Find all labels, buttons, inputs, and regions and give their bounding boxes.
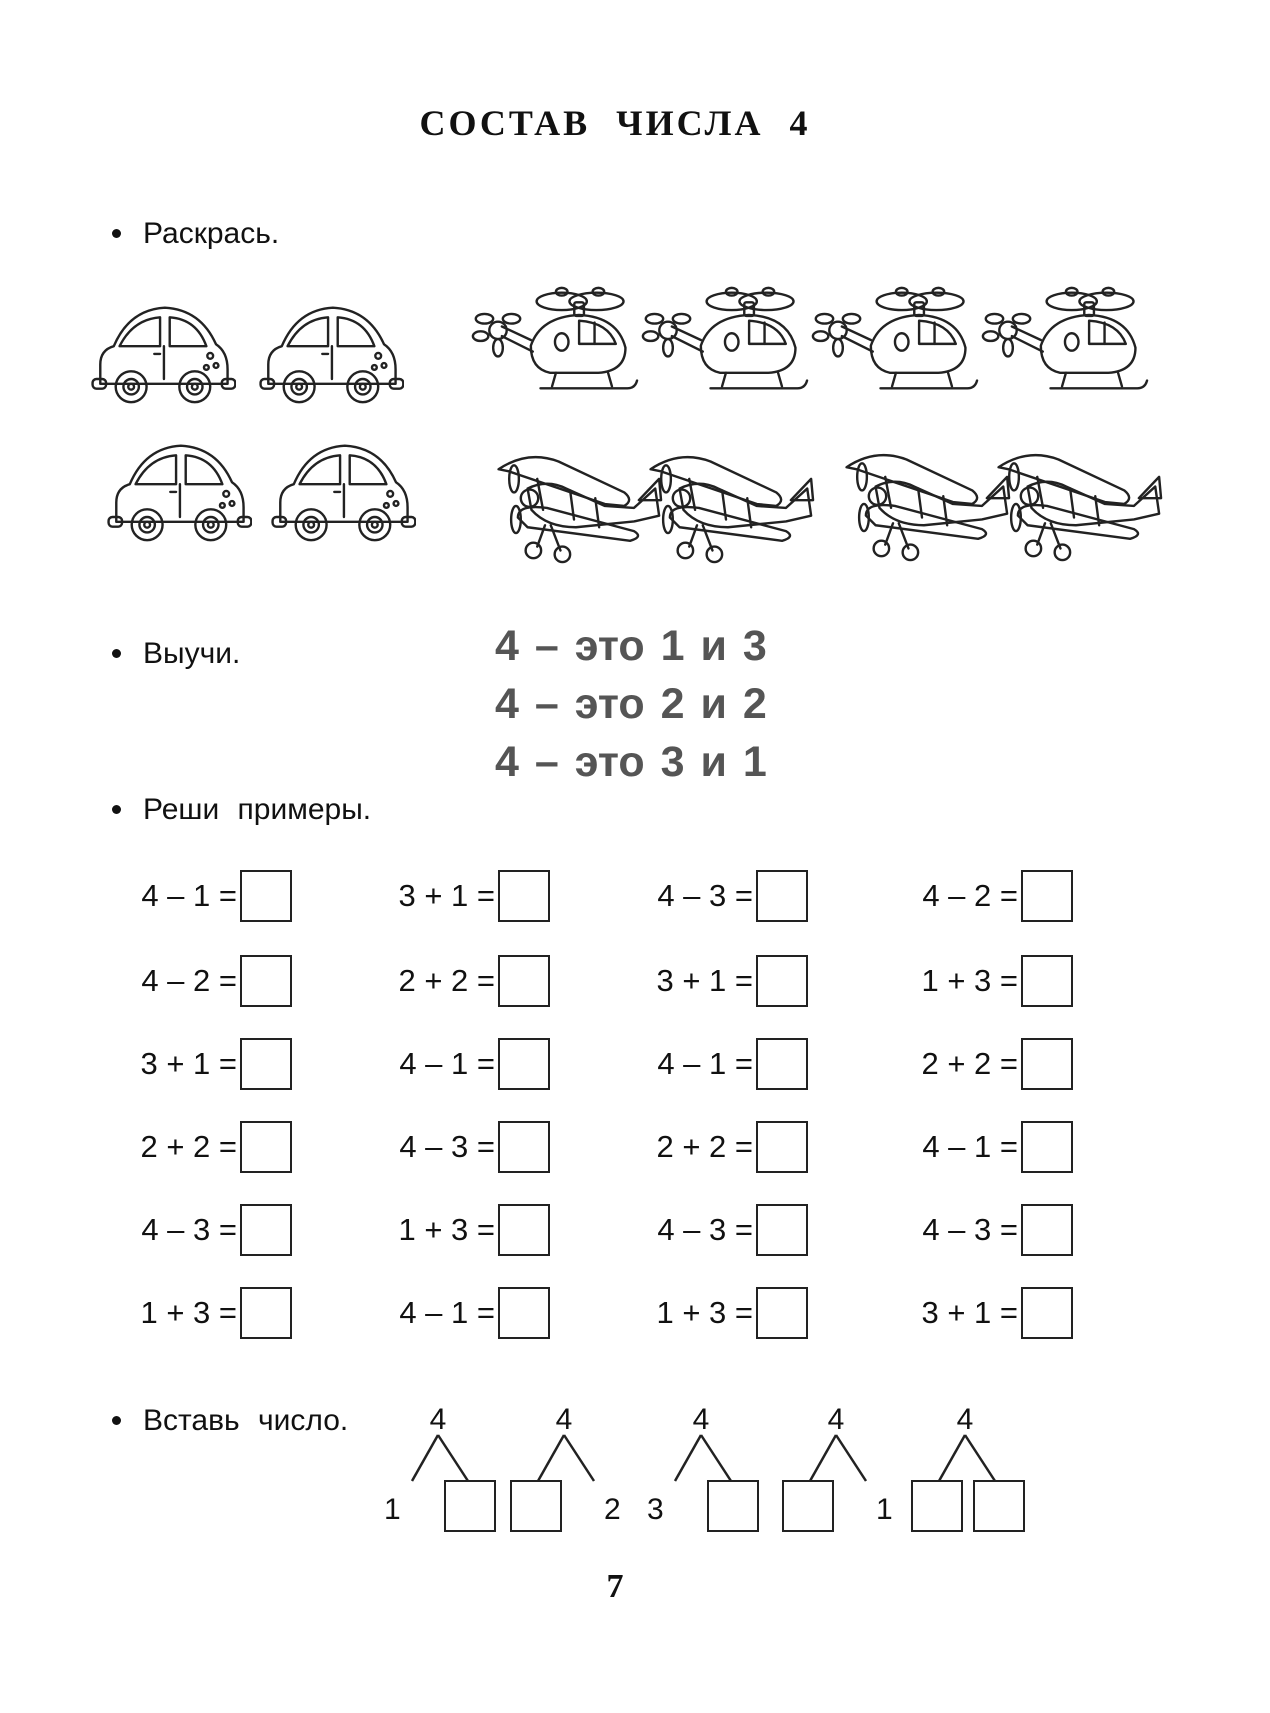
example-expression: 1 + 3 = (140, 1295, 237, 1330)
answer-box[interactable] (498, 870, 550, 922)
example-expression: 2 + 2 = (140, 1129, 237, 1164)
fact-line: 4 – это 3 и 1 (495, 738, 767, 786)
example (100, 1121, 400, 1173)
example-expression: 4 – 2 = (141, 963, 237, 998)
car-picture[interactable] (88, 298, 236, 406)
example (616, 870, 916, 922)
bullet (112, 1416, 121, 1425)
answer-box[interactable] (756, 1204, 808, 1256)
example (881, 1121, 1181, 1173)
example (881, 955, 1181, 1007)
example (616, 1121, 916, 1173)
example-expression: 3 + 1 = (656, 963, 753, 998)
tree-part-left: 3 (647, 1493, 664, 1526)
answer-box[interactable] (756, 955, 808, 1007)
car-picture[interactable] (256, 298, 404, 406)
example-expression: 4 – 3 = (922, 1212, 1018, 1247)
example-expression: 1 + 3 = (656, 1295, 753, 1330)
fact-line: 4 – это 1 и 3 (495, 622, 767, 670)
example (616, 1287, 916, 1339)
example (881, 1038, 1181, 1090)
answer-box[interactable] (1021, 1038, 1073, 1090)
number-tree (925, 1403, 1065, 1553)
example (358, 955, 658, 1007)
answer-box[interactable] (498, 1287, 550, 1339)
answer-box[interactable] (756, 1287, 808, 1339)
example-expression: 4 – 3 = (141, 1212, 237, 1247)
answer-box[interactable] (1021, 1287, 1073, 1339)
example (616, 955, 916, 1007)
answer-box[interactable] (1021, 1204, 1073, 1256)
plane-picture[interactable] (636, 446, 816, 564)
example-expression: 2 + 2 = (656, 1129, 753, 1164)
example (358, 1204, 658, 1256)
answer-box[interactable] (1021, 955, 1073, 1007)
example (358, 870, 658, 922)
number-tree (524, 1403, 664, 1553)
car-picture[interactable] (268, 436, 416, 544)
example (881, 870, 1181, 922)
answer-box[interactable] (911, 1480, 963, 1532)
example-expression: 4 – 2 = (922, 878, 1018, 913)
helicopter-picture[interactable] (638, 284, 810, 396)
example-expression: 3 + 1 = (398, 878, 495, 913)
bullet (112, 229, 121, 238)
number-tree (647, 1403, 801, 1553)
answer-box[interactable] (498, 1121, 550, 1173)
helicopter-picture[interactable] (808, 284, 980, 396)
instruction-color-text: Раскрась. (143, 217, 280, 250)
example (100, 955, 400, 1007)
example (616, 1204, 916, 1256)
page-title: СОСТАВ ЧИСЛА 4 (419, 103, 811, 143)
answer-box[interactable] (782, 1480, 834, 1532)
answer-box[interactable] (498, 1204, 550, 1256)
helicopter-picture[interactable] (978, 284, 1150, 396)
answer-box[interactable] (1021, 1121, 1073, 1173)
plane-picture[interactable] (984, 444, 1164, 562)
example (881, 1287, 1181, 1339)
tree-whole: 4 (555, 1403, 573, 1436)
example-expression: 3 + 1 = (921, 1295, 1018, 1330)
answer-box[interactable] (498, 955, 550, 1007)
example-expression: 2 + 2 = (921, 1046, 1018, 1081)
tree-part-right: 1 (876, 1493, 893, 1526)
fact-line: 4 – это 2 и 2 (495, 680, 767, 728)
example-expression: 4 – 3 = (657, 1212, 753, 1247)
example (358, 1121, 658, 1173)
helicopter-picture[interactable] (468, 284, 640, 396)
tree-branches (796, 1403, 936, 1483)
example-expression: 4 – 1 = (399, 1295, 495, 1330)
answer-box[interactable] (973, 1480, 1025, 1532)
example-expression: 4 – 1 = (657, 1046, 753, 1081)
answer-box[interactable] (240, 1287, 292, 1339)
answer-box[interactable] (240, 1038, 292, 1090)
car-picture[interactable] (104, 436, 252, 544)
answer-box[interactable] (240, 870, 292, 922)
instruction-insert-text: Вставь число. (143, 1404, 349, 1437)
answer-box[interactable] (1021, 870, 1073, 922)
tree-whole: 4 (956, 1403, 974, 1436)
example-expression: 4 – 1 = (141, 878, 237, 913)
answer-box[interactable] (498, 1038, 550, 1090)
example (100, 1287, 400, 1339)
tree-whole: 4 (692, 1403, 710, 1436)
instruction-solve (112, 792, 371, 828)
example-expression: 4 – 3 = (399, 1129, 495, 1164)
example (881, 1204, 1181, 1256)
answer-box[interactable] (756, 870, 808, 922)
instruction-learn (112, 636, 240, 672)
example-expression: 2 + 2 = (398, 963, 495, 998)
tree-branches (398, 1403, 538, 1483)
answer-box[interactable] (444, 1480, 496, 1532)
tree-whole: 4 (429, 1403, 447, 1436)
bullet (112, 805, 121, 814)
answer-box[interactable] (756, 1038, 808, 1090)
answer-box[interactable] (756, 1121, 808, 1173)
answer-box[interactable] (240, 1204, 292, 1256)
example-expression: 4 – 1 = (399, 1046, 495, 1081)
example (100, 1204, 400, 1256)
answer-box[interactable] (240, 1121, 292, 1173)
example (100, 1038, 400, 1090)
instruction-color (112, 216, 279, 252)
page-number: 7 (606, 1568, 624, 1605)
tree-branches (661, 1403, 801, 1483)
example (100, 870, 400, 922)
answer-box[interactable] (510, 1480, 562, 1532)
example-expression: 1 + 3 = (921, 963, 1018, 998)
tree-part-right: 2 (604, 1493, 621, 1526)
example-expression: 1 + 3 = (398, 1212, 495, 1247)
instruction-learn-text: Выучи. (143, 637, 241, 670)
tree-whole: 4 (827, 1403, 845, 1436)
tree-part-left: 1 (384, 1493, 401, 1526)
example-expression: 3 + 1 = (140, 1046, 237, 1081)
tree-branches (925, 1403, 1065, 1483)
answer-box[interactable] (240, 955, 292, 1007)
example-expression: 4 – 1 = (922, 1129, 1018, 1164)
example-expression: 4 – 3 = (657, 878, 753, 913)
example (616, 1038, 916, 1090)
example (358, 1038, 658, 1090)
example (358, 1287, 658, 1339)
instruction-insert (112, 1403, 348, 1439)
bullet (112, 649, 121, 658)
instruction-solve-text: Реши примеры. (143, 793, 372, 826)
answer-box[interactable] (707, 1480, 759, 1532)
tree-branches (524, 1403, 664, 1483)
